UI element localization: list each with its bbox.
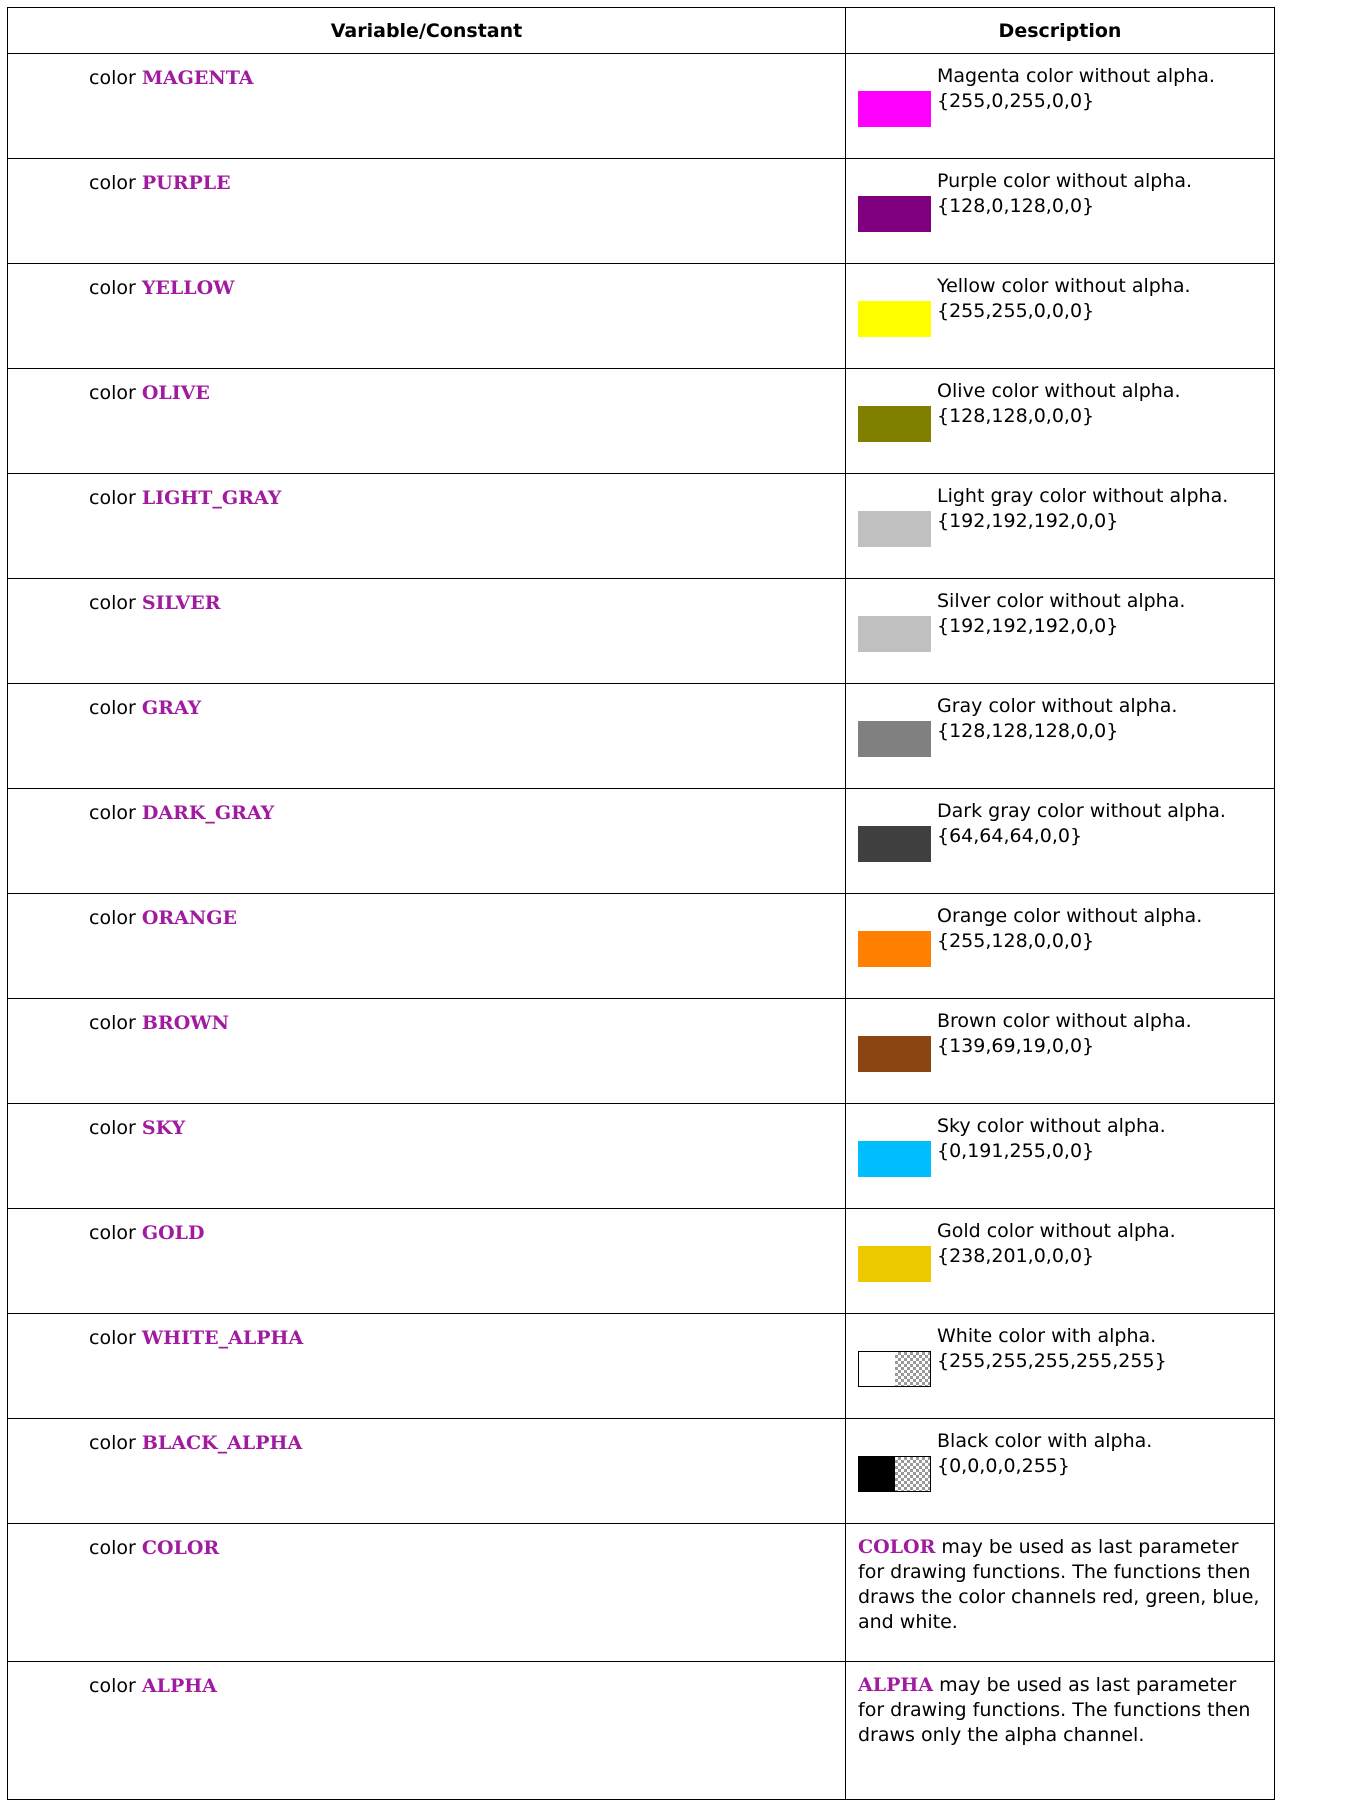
swatch-fill [858, 1456, 895, 1492]
rgbaw-values: {238,201,0,0,0} [937, 1245, 1095, 1267]
color-swatch [858, 931, 931, 967]
type-word: color [89, 1222, 136, 1244]
constant-name: DARK_GRAY [141, 802, 275, 824]
constant-name: SKY [141, 1117, 186, 1139]
type-word: color [89, 697, 136, 719]
constant-cell [8, 684, 846, 789]
color-swatch [858, 1036, 931, 1072]
description-text [937, 589, 1185, 639]
swatch-fill [858, 1351, 895, 1387]
constant-cell [8, 474, 846, 579]
type-word: color [89, 802, 136, 824]
table-body [8, 54, 1275, 1800]
table-row [8, 1419, 1275, 1524]
swatch-fill [858, 826, 931, 862]
description-cell [846, 894, 1275, 999]
table-row [8, 789, 1275, 894]
description-text: may be used as last parameter for drawing functions. The functions then draws only the alpha channel. [858, 1674, 1251, 1746]
table-row [8, 1662, 1275, 1800]
constant-cell [8, 54, 846, 159]
type-word: color [89, 1117, 136, 1139]
table-row [8, 579, 1275, 684]
color-swatch [858, 1456, 931, 1492]
description-cell [846, 1662, 1275, 1800]
swatch-fill [858, 91, 931, 127]
table-row [8, 474, 1275, 579]
description-text [937, 1324, 1167, 1374]
type-word: color [89, 1432, 136, 1454]
constant-cell [8, 1419, 846, 1524]
type-word: color [89, 487, 136, 509]
swatch-fill [858, 616, 931, 652]
table-row [8, 159, 1275, 264]
table-row [8, 369, 1275, 474]
constant-name: OLIVE [141, 382, 210, 404]
constant-name: PURPLE [141, 172, 231, 194]
color-swatch [858, 406, 931, 442]
swatch-fill [858, 721, 931, 757]
color-swatch [858, 91, 931, 127]
table-header-row [8, 8, 1275, 54]
description-line: Gold color without alpha. [937, 1220, 1176, 1242]
table-row [8, 1524, 1275, 1662]
color-swatch [858, 196, 931, 232]
rgbaw-values: {255,0,255,0,0} [937, 90, 1095, 112]
constant-cell [8, 894, 846, 999]
constant-cell [8, 999, 846, 1104]
type-word: color [89, 172, 136, 194]
constant-name: YELLOW [141, 277, 235, 299]
color-swatch [858, 721, 931, 757]
constant-cell [8, 159, 846, 264]
type-word: color [89, 382, 136, 404]
constant-cell [8, 789, 846, 894]
description-line: Purple color without alpha. [937, 170, 1193, 192]
table-row [8, 264, 1275, 369]
transparency-checker-icon [895, 1351, 932, 1387]
color-swatch [858, 616, 931, 652]
description-cell [846, 1314, 1275, 1419]
swatch-fill [858, 511, 931, 547]
rgbaw-values: {128,128,0,0,0} [937, 405, 1095, 427]
swatch-fill [858, 1246, 931, 1282]
description-cell [846, 474, 1275, 579]
swatch-fill [858, 1036, 931, 1072]
description-text [937, 1114, 1166, 1164]
constant-name: ORANGE [141, 907, 238, 929]
type-word: color [89, 592, 136, 614]
description-line: Silver color without alpha. [937, 590, 1186, 612]
description-cell [846, 159, 1275, 264]
table-row [8, 1209, 1275, 1314]
constant-name: SILVER [141, 592, 221, 614]
constant-name: ALPHA [141, 1675, 217, 1697]
color-swatch [858, 1246, 931, 1282]
constant-name: LIGHT_GRAY [141, 487, 282, 509]
constant-name: COLOR [141, 1537, 220, 1559]
rgbaw-values: {128,0,128,0,0} [937, 195, 1095, 217]
description-text: may be used as last parameter for drawing functions. The functions then draws the color channels red, green, blue, and white. [858, 1536, 1260, 1633]
constant-name: WHITE_ALPHA [141, 1327, 304, 1349]
rgbaw-values: {64,64,64,0,0} [937, 825, 1083, 847]
color-swatch [858, 826, 931, 862]
description-cell [846, 1104, 1275, 1209]
description-text [937, 379, 1180, 429]
rgbaw-values: {192,192,192,0,0} [937, 510, 1119, 532]
type-word: color [89, 67, 136, 89]
description-cell [846, 54, 1275, 159]
constant-name: GOLD [141, 1222, 205, 1244]
description-text [937, 274, 1191, 324]
color-swatch [858, 1141, 931, 1177]
rgbaw-values: {192,192,192,0,0} [937, 615, 1119, 637]
swatch-fill [858, 931, 931, 967]
type-word: color [89, 1327, 136, 1349]
constant-cell [8, 1524, 846, 1662]
rgbaw-values: {0,191,255,0,0} [937, 1140, 1095, 1162]
description-cell [846, 1524, 1275, 1662]
rgbaw-values: {255,128,0,0,0} [937, 930, 1095, 952]
type-word: color [89, 1675, 136, 1697]
description-text [937, 1219, 1176, 1269]
constant-cell [8, 1209, 846, 1314]
constant-name: MAGENTA [141, 67, 254, 89]
description-text [937, 64, 1215, 114]
swatch-fill [858, 301, 931, 337]
description-line: Gray color without alpha. [937, 695, 1178, 717]
transparency-checker-icon [895, 1456, 932, 1492]
description-cell [846, 789, 1275, 894]
description-line: Olive color without alpha. [937, 380, 1181, 402]
constant-cell [8, 579, 846, 684]
table-row [8, 684, 1275, 789]
constant-name: BROWN [141, 1012, 229, 1034]
description-text [937, 484, 1228, 534]
description-line: Black color with alpha. [937, 1430, 1153, 1452]
description-cell [846, 1419, 1275, 1524]
description-cell [846, 369, 1275, 474]
table-row [8, 999, 1275, 1104]
description-text [937, 1009, 1192, 1059]
constant-cell [8, 264, 846, 369]
description-text [937, 1429, 1152, 1479]
table-row [8, 54, 1275, 159]
description-cell [846, 1209, 1275, 1314]
constant-cell [8, 369, 846, 474]
description-line: Orange color without alpha. [937, 905, 1203, 927]
rgbaw-values: {139,69,19,0,0} [937, 1035, 1095, 1057]
description-cell [846, 264, 1275, 369]
swatch-fill [858, 1141, 931, 1177]
description-line: Magenta color without alpha. [937, 65, 1215, 87]
inline-keyword: COLOR [858, 1536, 936, 1558]
table-row [8, 894, 1275, 999]
color-swatch [858, 301, 931, 337]
table-row [8, 1314, 1275, 1419]
color-swatch [858, 1351, 931, 1387]
type-word: color [89, 907, 136, 929]
description-line: Brown color without alpha. [937, 1010, 1192, 1032]
swatch-fill [858, 406, 931, 442]
constant-cell [8, 1662, 846, 1800]
description-cell [846, 579, 1275, 684]
description-line: Sky color without alpha. [937, 1115, 1166, 1137]
description-text [937, 694, 1177, 744]
rgbaw-values: {0,0,0,0,255} [937, 1455, 1070, 1477]
inline-keyword: ALPHA [858, 1674, 934, 1696]
header-variable-constant: Variable/Constant [8, 8, 846, 54]
color-swatch [858, 511, 931, 547]
description-line: Dark gray color without alpha. [937, 800, 1226, 822]
description-text [937, 169, 1192, 219]
rgbaw-values: {255,255,255,255,255} [937, 1350, 1167, 1372]
rgbaw-values: {255,255,0,0,0} [937, 300, 1095, 322]
type-word: color [89, 1012, 136, 1034]
rgbaw-values: {128,128,128,0,0} [937, 720, 1119, 742]
constant-name: GRAY [141, 697, 202, 719]
header-description: Description [846, 8, 1275, 54]
description-line: Yellow color without alpha. [937, 275, 1191, 297]
description-text [937, 904, 1202, 954]
constant-name: BLACK_ALPHA [141, 1432, 303, 1454]
description-line: Light gray color without alpha. [937, 485, 1229, 507]
table-row [8, 1104, 1275, 1209]
color-constants-table [7, 7, 1275, 1800]
description-cell [846, 999, 1275, 1104]
description-text [937, 799, 1226, 849]
type-word: color [89, 277, 136, 299]
description-line: White color with alpha. [937, 1325, 1157, 1347]
swatch-fill [858, 196, 931, 232]
type-word: color [89, 1537, 136, 1559]
constant-cell [8, 1314, 846, 1419]
constant-cell [8, 1104, 846, 1209]
description-cell [846, 684, 1275, 789]
